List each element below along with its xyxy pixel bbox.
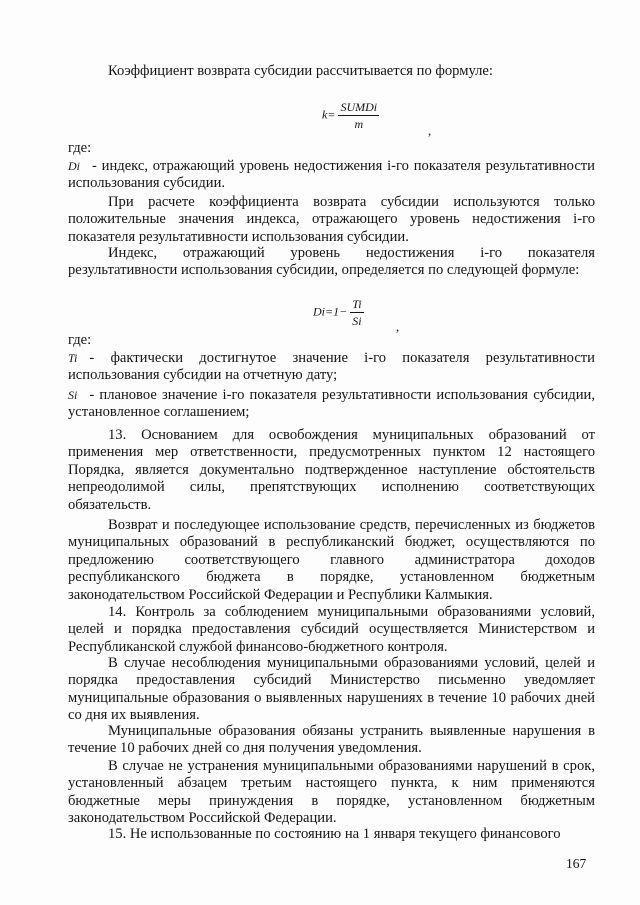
paragraph-not-fixed: В случае не устранения муниципальными образованиями нарушений в срок, установленный абзацем третьим настоящего пункта, к ним применяются бюджетные меры принуждения в порядке, установленном бюджетным законодательством Российской Федерации.	[68, 758, 595, 827]
definition-ti-text: - фактически достигнутое значение i-го показателя результативности использования субсидии на отчетную дату;	[68, 350, 595, 384]
formula-index-fraction	[350, 297, 363, 328]
formula-lhs: k=	[322, 107, 336, 122]
formula-index-comma: ,	[396, 319, 400, 334]
formula-index-numerator: Ti	[352, 297, 362, 311]
paragraph-positive-values: При расчете коэффициента возврата субсидии используются только положительные значения индекса, отражающего уровень недостижения i-го показателя результативности использования субсидии.	[68, 194, 595, 245]
formula-denominator: m	[354, 117, 364, 131]
definition-si-text: - плановое значение i-го показателя результативности использования субсидии, установленное соглашением;	[68, 387, 595, 421]
definition-si	[68, 387, 595, 422]
variable-ti: Ti	[68, 351, 78, 365]
definition-di-text: - индекс, отражающий уровень недостижения i-го показателя результативности использования субсидии.	[68, 158, 595, 192]
intro-text: Коэффициент возврата субсидии рассчитывается по формуле:	[108, 63, 493, 79]
paragraph-index-definition: Индекс, отражающий уровень недостижения i-го показателя результативности использования субсидии, определяется по следующей формуле:	[68, 245, 595, 279]
formula-coefficient	[322, 100, 379, 131]
definition-di	[68, 158, 595, 193]
page-number: 167	[566, 856, 587, 871]
formula-fraction	[338, 100, 379, 131]
paragraph-15: 15. Не использованные по состоянию на 1 января текущего финансового	[108, 826, 561, 842]
variable-di: Di	[68, 159, 80, 173]
paragraph-14: 14. Контроль за соблюдением муниципальными образованиями условий, целей и порядка предоставления субсидий осуществляется Министерством и Республиканской службой финансово-бюджетного контроля.	[68, 604, 595, 655]
formula-numerator: SUMDi	[340, 100, 378, 114]
variable-si: Si	[68, 388, 78, 402]
paragraph-violation: В случае несоблюдения муниципальными образованиями условий, целей и порядка предоставления субсидий Министерство письменно уведомляет муниципальные образования о выявленных нарушениях в течение 10 рабочих дней со дня их выявления.	[68, 655, 595, 724]
paragraph-return: Возврат и последующее использование средств, перечисленных из бюджетов муниципальных образований в республиканский бюджет, осуществляются по предложению соответствующего главного администратора доходов республиканского бюджета в порядке, установленном бюджетным законодательством Российской Федерации и Республики Калмыкия.	[68, 517, 595, 603]
where-label: где:	[68, 140, 92, 156]
formula-index	[313, 297, 364, 328]
where-label-2: где:	[68, 332, 92, 348]
formula-index-lhs: Di=1−	[313, 304, 348, 319]
formula-comma: ,	[428, 123, 432, 138]
paragraph-13: 13. Основанием для освобождения муниципальных образований от применения мер ответственности, предусмотренных пунктом 12 настоящего Порядка, является документально подтвержденное наступление обстоятельств непреодолимой силы, препятствующих исполнению соответствующих обязательств.	[68, 427, 595, 513]
formula-index-denominator: Si	[352, 314, 362, 328]
paragraph-obligation: Муниципальные образования обязаны устранить выявленные нарушения в течение 10 рабочих дней со дня получения уведомления.	[68, 723, 595, 757]
definition-ti	[68, 350, 595, 385]
